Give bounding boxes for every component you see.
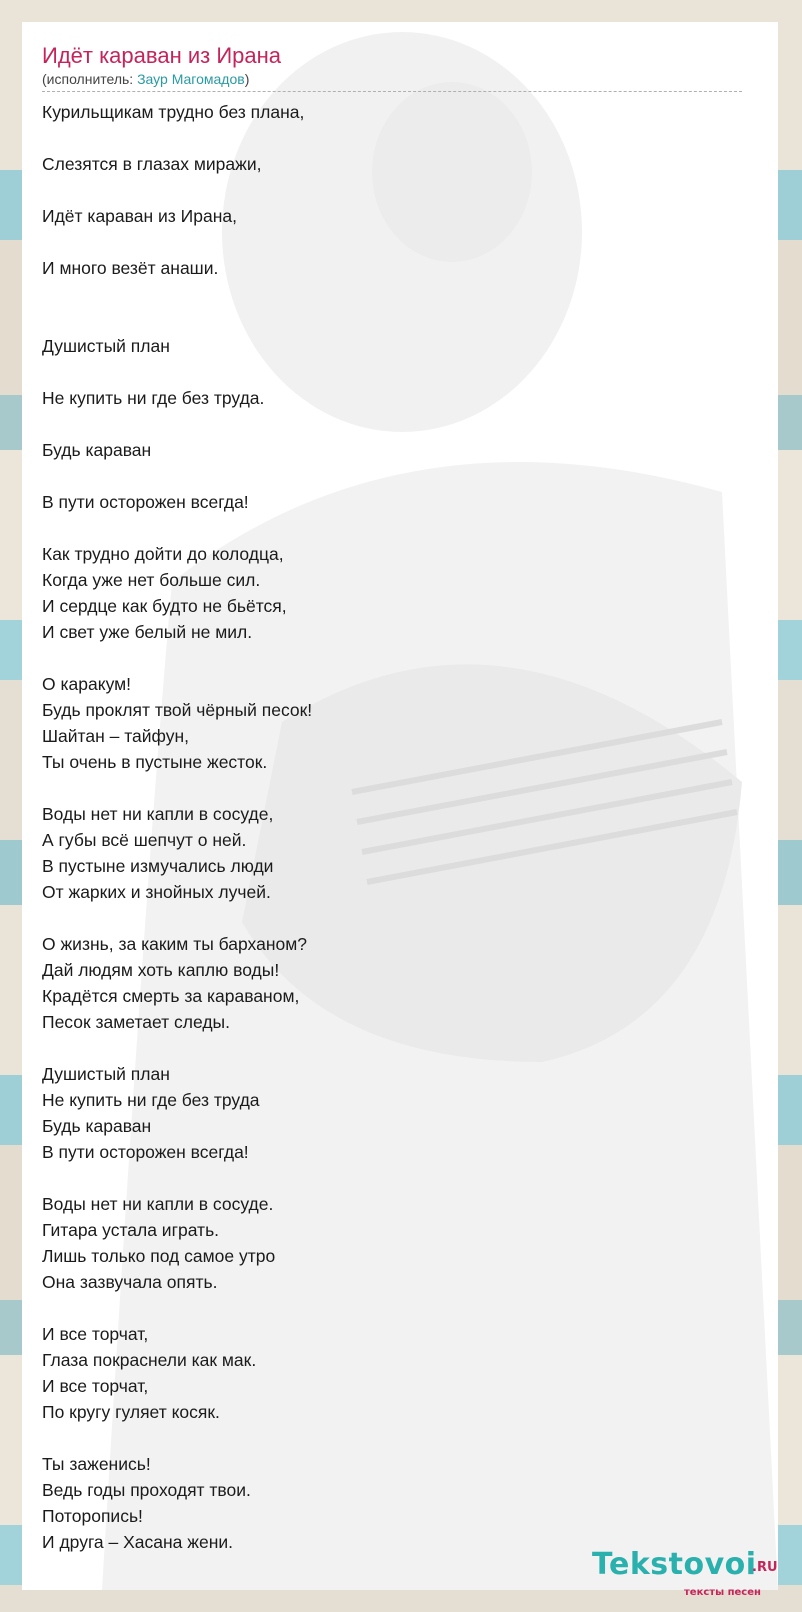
lyric-blank [42,463,758,489]
logo-wordmark: Tekstovoi [592,1547,757,1582]
performer-suffix: ) [244,71,250,87]
lyric-blank [42,177,758,203]
lyric-blank [42,1295,758,1321]
lyric-blank [42,1165,758,1191]
lyric-blank [42,281,758,307]
lyric-line: Душистый план [42,1064,170,1084]
lyric-line: От жарких и знойных лучей. [42,882,271,902]
lyric-line: По кругу гуляет косяк. [42,1402,220,1422]
lyric-line: И много везёт анаши. [42,258,219,278]
lyric-line: Шайтан – тайфун, [42,726,190,746]
lyric-line: Воды нет ни капли в сосуде. [42,1194,274,1214]
lyric-line: И друга – Хасана жени. [42,1532,234,1552]
lyric-line: И сердце как будто не бьётся, [42,596,287,616]
lyric-line: Ты очень в пустыне жесток. [42,752,268,772]
lyric-blank [42,775,758,801]
logo-tagline: тексты песен [684,1587,761,1598]
lyric-line: Как трудно дойти до колодца, [42,544,284,564]
lyrics-card [22,22,778,1598]
lyric-line: Идёт караван из Ирана, [42,206,237,226]
lyric-line: Будь караван [42,1116,152,1136]
lyric-line: Лишь только под самое утро [42,1246,276,1266]
lyric-line: О жизнь, за каким ты барханом? [42,934,307,954]
song-title: Идёт караван из Ирана [42,43,281,68]
lyric-blank [42,125,758,151]
lyric-line: И свет уже белый не мил. [42,622,253,642]
lyric-blank [42,905,758,931]
performer-prefix: (исполнитель: [42,71,138,87]
lyrics-text [42,99,758,1555]
lyric-line: Будь караван [42,440,152,460]
lyric-line: Курильщикам трудно без плана, [42,102,305,122]
lyric-line: Глаза покраснели как мак. [42,1350,257,1370]
lyric-line: И все торчат, [42,1376,149,1396]
lyric-line: И все торчат, [42,1324,149,1344]
lyric-line: Дай людям хоть каплю воды! [42,960,280,980]
lyric-line: Когда уже нет больше сил. [42,570,261,590]
lyric-line: Гитара устала играть. [42,1220,220,1240]
site-logo[interactable] [592,1547,802,1607]
lyric-line: Не купить ни где без труда [42,1090,260,1110]
lyric-line: О каракум! [42,674,132,694]
lyric-line: А губы всё шепчут о ней. [42,830,247,850]
lyric-line: Душистый план [42,336,170,356]
lyric-blank [42,515,758,541]
lyric-line: Воды нет ни капли в сосуде, [42,804,274,824]
lyric-line: В пути осторожен всегда! [42,492,249,512]
lyric-blank [42,1425,758,1451]
lyric-blank [42,1035,758,1061]
performer-link[interactable]: Заур Магомадов [137,71,245,87]
lyric-line: Не купить ни где без труда. [42,388,265,408]
lyric-blank [42,307,758,333]
lyric-line: В пути осторожен всегда! [42,1142,249,1162]
logo-domain: .RU [752,1560,778,1575]
lyric-line: Слезятся в глазах миражи, [42,154,262,174]
content [42,40,758,1555]
lyric-blank [42,359,758,385]
lyric-line: Крадётся смерть за караваном, [42,986,300,1006]
lyric-line: Песок заметает следы. [42,1012,230,1032]
lyric-line: Ведь годы проходят твои. [42,1480,251,1500]
lyric-line: Будь проклят твой чёрный песок! [42,700,313,720]
lyric-line: Ты заженись! [42,1454,151,1474]
lyric-line: Она зазвучала опять. [42,1272,218,1292]
lyric-blank [42,645,758,671]
performer-line [42,70,742,92]
lyric-line: Поторопись! [42,1506,143,1526]
lyric-blank [42,411,758,437]
lyric-line: В пустыне измучались люди [42,856,274,876]
lyric-blank [42,229,758,255]
